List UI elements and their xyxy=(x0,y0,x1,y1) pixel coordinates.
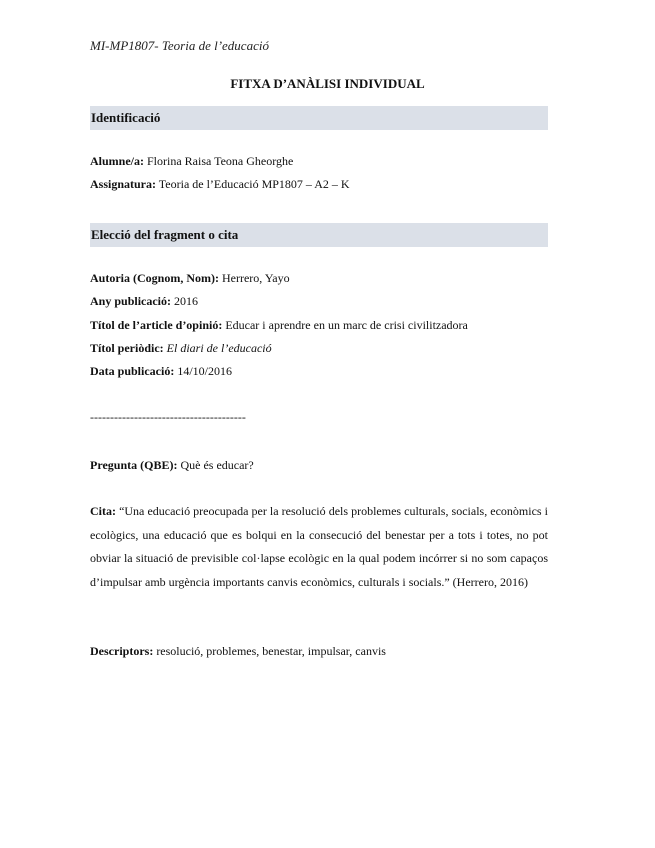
field-descriptors-value: resolució, problemes, benestar, impulsar, canvis xyxy=(153,644,386,658)
field-alumne xyxy=(90,154,560,169)
field-cita xyxy=(90,500,548,594)
field-data-label: Data publicació: xyxy=(90,364,175,378)
field-cita-label: Cita: xyxy=(90,504,116,518)
field-cita-text: “Una educació preocupada per la resolució dels problemes culturals, socials, econòmics i ecològics, una educació que es bolqui en la consecució del benestar per a tots i totes, no pot obviar la situació de previsible col·lapse ecològic en la qual podem incórrer si no som capaços d’impulsar amb urgència importants canvis econòmics, culturals i socials.” (Herrero, 2016) xyxy=(90,504,548,589)
field-titol-periodic-label: Títol periòdic: xyxy=(90,341,164,355)
field-data-value: 14/10/2016 xyxy=(174,364,233,378)
field-titol-periodic xyxy=(90,341,560,356)
field-descriptors-label: Descriptors: xyxy=(90,644,154,658)
field-titol-article-label: Títol de l’article d’opinió: xyxy=(90,318,223,332)
field-descriptors xyxy=(90,644,560,659)
field-titol-article-value: Educar i aprendre en un marc de crisi civilitzadora xyxy=(222,318,468,332)
section-heading-eleccio: Elecció del fragment o cita xyxy=(90,223,548,247)
section-heading-identificacio: Identificació xyxy=(90,106,548,130)
field-titol-periodic-value: El diari de l’educació xyxy=(166,341,272,355)
field-any-value: 2016 xyxy=(171,294,199,308)
field-any xyxy=(90,294,560,309)
field-assignatura xyxy=(90,177,560,192)
field-alumne-value: Florina Raisa Teona Gheorghe xyxy=(144,154,294,168)
field-any-label: Any publicació: xyxy=(90,294,172,308)
field-pregunta-label: Pregunta (QBE): xyxy=(90,458,178,472)
field-titol-article xyxy=(90,318,560,333)
field-data xyxy=(90,364,560,379)
field-assignatura-label: Assignatura: xyxy=(90,177,157,191)
field-pregunta-value: Què és educar? xyxy=(177,458,254,472)
field-autoria xyxy=(90,271,560,286)
field-autoria-value: Herrero, Yayo xyxy=(218,271,290,285)
field-pregunta xyxy=(90,458,560,473)
document-title: FITXA D’ANÀLISI INDIVIDUAL xyxy=(230,76,425,91)
field-autoria-label: Autoria (Cognom, Nom): xyxy=(90,271,219,285)
field-assignatura-value: Teoria de l’Educació MP1807 – A2 – K xyxy=(156,177,350,191)
field-alumne-label: Alumne/a: xyxy=(90,154,144,168)
page-header: MI-MP1807- Teoria de l’educació xyxy=(90,38,269,53)
separator-line: --------------------------------------- xyxy=(90,410,246,424)
